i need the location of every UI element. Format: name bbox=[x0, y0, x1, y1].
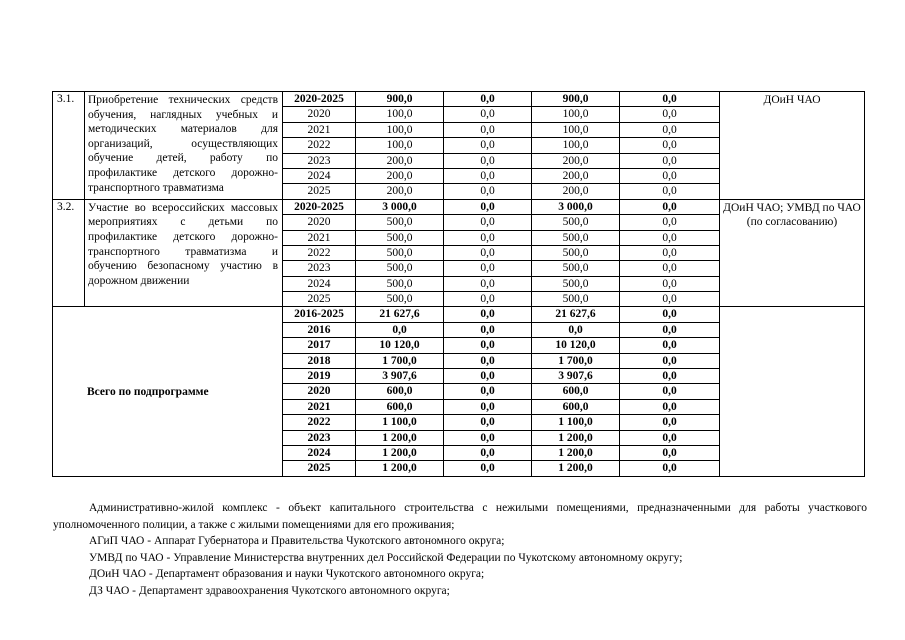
footnote-agip: АГиП ЧАО - Аппарат Губернатора и Правительства Чукотского автономного округа; bbox=[89, 535, 505, 547]
period-cell: 2022 bbox=[283, 415, 356, 430]
federal-amount-cell: 0,0 bbox=[444, 445, 532, 460]
total-label: Всего по подпрограмме bbox=[53, 307, 283, 476]
other-amount-cell: 0,0 bbox=[620, 230, 720, 245]
other-amount-cell: 0,0 bbox=[620, 384, 720, 399]
period-cell: 2020-2025 bbox=[283, 199, 356, 214]
footnote-dz: ДЗ ЧАО - Департамент здравоохранения Чукотского автономного округа; bbox=[89, 584, 450, 597]
total-amount-cell: 500,0 bbox=[356, 230, 444, 245]
regional-amount-cell: 3 907,6 bbox=[532, 369, 620, 384]
other-amount-cell: 0,0 bbox=[620, 461, 720, 476]
period-cell: 2016-2025 bbox=[283, 307, 356, 322]
federal-amount-cell: 0,0 bbox=[444, 322, 532, 337]
executor-cell: ДОиН ЧАО; УМВД по ЧАО (по согласованию) bbox=[720, 199, 865, 307]
total-amount-cell: 500,0 bbox=[356, 245, 444, 260]
period-cell: 2024 bbox=[283, 445, 356, 460]
regional-amount-cell: 200,0 bbox=[532, 168, 620, 183]
item-description: Участие во всероссийских массовых мероприятиях с детьми по профилактике детского дорожно-транспортного травматизма и обучению безопасному участию в дорожном движении bbox=[85, 199, 283, 307]
regional-amount-cell: 500,0 bbox=[532, 230, 620, 245]
other-amount-cell: 0,0 bbox=[620, 261, 720, 276]
regional-amount-cell: 1 200,0 bbox=[532, 430, 620, 445]
regional-amount-cell: 3 000,0 bbox=[532, 199, 620, 214]
total-amount-cell: 100,0 bbox=[356, 122, 444, 137]
regional-amount-cell: 500,0 bbox=[532, 215, 620, 230]
other-amount-cell: 0,0 bbox=[620, 245, 720, 260]
total-amount-cell: 500,0 bbox=[356, 276, 444, 291]
total-amount-cell: 1 200,0 bbox=[356, 461, 444, 476]
period-cell: 2024 bbox=[283, 276, 356, 291]
total-amount-cell: 3 000,0 bbox=[356, 199, 444, 214]
other-amount-cell: 0,0 bbox=[620, 168, 720, 183]
other-amount-cell: 0,0 bbox=[620, 276, 720, 291]
total-amount-cell: 100,0 bbox=[356, 107, 444, 122]
footnote-doin: ДОиН ЧАО - Департамент образования и науки Чукотского автономного округа; bbox=[89, 568, 485, 580]
federal-amount-cell: 0,0 bbox=[444, 122, 532, 137]
federal-amount-cell: 0,0 bbox=[444, 261, 532, 276]
period-cell: 2023 bbox=[283, 261, 356, 276]
federal-amount-cell: 0,0 bbox=[444, 353, 532, 368]
total-amount-cell: 500,0 bbox=[356, 215, 444, 230]
period-cell: 2023 bbox=[283, 430, 356, 445]
period-cell: 2021 bbox=[283, 230, 356, 245]
footnote-lead: Административно-жилой комплекс - объект капитального строительства с нежилыми помещениями, предназначенными для работы участкового уполномоченного полиции, а также с жилыми помещениями для его проживания; bbox=[53, 502, 867, 531]
other-amount-cell: 0,0 bbox=[620, 292, 720, 307]
period-cell: 2025 bbox=[283, 184, 356, 199]
total-amount-cell: 21 627,6 bbox=[356, 307, 444, 322]
federal-amount-cell: 0,0 bbox=[444, 199, 532, 214]
other-amount-cell: 0,0 bbox=[620, 122, 720, 137]
period-cell: 2020 bbox=[283, 215, 356, 230]
federal-amount-cell: 0,0 bbox=[444, 292, 532, 307]
regional-amount-cell: 21 627,6 bbox=[532, 307, 620, 322]
total-amount-cell: 600,0 bbox=[356, 384, 444, 399]
regional-amount-cell: 100,0 bbox=[532, 122, 620, 137]
other-amount-cell: 0,0 bbox=[620, 153, 720, 168]
other-amount-cell: 0,0 bbox=[620, 353, 720, 368]
federal-amount-cell: 0,0 bbox=[444, 399, 532, 414]
period-cell: 2017 bbox=[283, 338, 356, 353]
federal-amount-cell: 0,0 bbox=[444, 138, 532, 153]
federal-amount-cell: 0,0 bbox=[444, 307, 532, 322]
regional-amount-cell: 600,0 bbox=[532, 399, 620, 414]
regional-amount-cell: 100,0 bbox=[532, 138, 620, 153]
other-amount-cell: 0,0 bbox=[620, 138, 720, 153]
federal-amount-cell: 0,0 bbox=[444, 92, 532, 107]
period-cell: 2020-2025 bbox=[283, 92, 356, 107]
regional-amount-cell: 500,0 bbox=[532, 292, 620, 307]
other-amount-cell: 0,0 bbox=[620, 184, 720, 199]
federal-amount-cell: 0,0 bbox=[444, 245, 532, 260]
total-amount-cell: 500,0 bbox=[356, 292, 444, 307]
other-amount-cell: 0,0 bbox=[620, 338, 720, 353]
period-cell: 2022 bbox=[283, 245, 356, 260]
other-amount-cell: 0,0 bbox=[620, 369, 720, 384]
other-amount-cell: 0,0 bbox=[620, 215, 720, 230]
total-amount-cell: 0,0 bbox=[356, 322, 444, 337]
period-cell: 2020 bbox=[283, 107, 356, 122]
regional-amount-cell: 900,0 bbox=[532, 92, 620, 107]
item-number: 3.2. bbox=[53, 199, 85, 307]
other-amount-cell: 0,0 bbox=[620, 322, 720, 337]
regional-amount-cell: 1 200,0 bbox=[532, 461, 620, 476]
period-cell: 2025 bbox=[283, 461, 356, 476]
total-amount-cell: 900,0 bbox=[356, 92, 444, 107]
period-cell: 2025 bbox=[283, 292, 356, 307]
total-amount-cell: 200,0 bbox=[356, 184, 444, 199]
regional-amount-cell: 10 120,0 bbox=[532, 338, 620, 353]
period-cell: 2016 bbox=[283, 322, 356, 337]
period-cell: 2020 bbox=[283, 384, 356, 399]
footnotes bbox=[53, 500, 867, 599]
total-amount-cell: 1 200,0 bbox=[356, 430, 444, 445]
total-amount-cell: 500,0 bbox=[356, 261, 444, 276]
federal-amount-cell: 0,0 bbox=[444, 338, 532, 353]
regional-amount-cell: 1 700,0 bbox=[532, 353, 620, 368]
other-amount-cell: 0,0 bbox=[620, 92, 720, 107]
other-amount-cell: 0,0 bbox=[620, 107, 720, 122]
total-amount-cell: 1 100,0 bbox=[356, 415, 444, 430]
federal-amount-cell: 0,0 bbox=[444, 230, 532, 245]
item-number: 3.1. bbox=[53, 92, 85, 200]
total-amount-cell: 200,0 bbox=[356, 168, 444, 183]
other-amount-cell: 0,0 bbox=[620, 445, 720, 460]
period-cell: 2019 bbox=[283, 369, 356, 384]
table-row bbox=[53, 199, 865, 214]
period-cell: 2021 bbox=[283, 399, 356, 414]
period-cell: 2024 bbox=[283, 168, 356, 183]
period-cell: 2018 bbox=[283, 353, 356, 368]
period-cell: 2023 bbox=[283, 153, 356, 168]
regional-amount-cell: 500,0 bbox=[532, 276, 620, 291]
other-amount-cell: 0,0 bbox=[620, 399, 720, 414]
period-cell: 2022 bbox=[283, 138, 356, 153]
executor-cell: ДОиН ЧАО bbox=[720, 92, 865, 200]
regional-amount-cell: 200,0 bbox=[532, 184, 620, 199]
federal-amount-cell: 0,0 bbox=[444, 415, 532, 430]
regional-amount-cell: 1 100,0 bbox=[532, 415, 620, 430]
subprogram-table bbox=[52, 91, 865, 477]
other-amount-cell: 0,0 bbox=[620, 199, 720, 214]
other-amount-cell: 0,0 bbox=[620, 307, 720, 322]
federal-amount-cell: 0,0 bbox=[444, 384, 532, 399]
regional-amount-cell: 1 200,0 bbox=[532, 445, 620, 460]
regional-amount-cell: 0,0 bbox=[532, 322, 620, 337]
period-cell: 2021 bbox=[283, 122, 356, 137]
federal-amount-cell: 0,0 bbox=[444, 168, 532, 183]
regional-amount-cell: 500,0 bbox=[532, 261, 620, 276]
regional-amount-cell: 100,0 bbox=[532, 107, 620, 122]
regional-amount-cell: 500,0 bbox=[532, 245, 620, 260]
total-executor-cell bbox=[720, 307, 865, 476]
total-amount-cell: 200,0 bbox=[356, 153, 444, 168]
table-row bbox=[53, 92, 865, 107]
federal-amount-cell: 0,0 bbox=[444, 153, 532, 168]
federal-amount-cell: 0,0 bbox=[444, 461, 532, 476]
total-amount-cell: 3 907,6 bbox=[356, 369, 444, 384]
regional-amount-cell: 600,0 bbox=[532, 384, 620, 399]
federal-amount-cell: 0,0 bbox=[444, 430, 532, 445]
federal-amount-cell: 0,0 bbox=[444, 276, 532, 291]
total-amount-cell: 100,0 bbox=[356, 138, 444, 153]
federal-amount-cell: 0,0 bbox=[444, 369, 532, 384]
total-amount-cell: 10 120,0 bbox=[356, 338, 444, 353]
federal-amount-cell: 0,0 bbox=[444, 107, 532, 122]
total-amount-cell: 600,0 bbox=[356, 399, 444, 414]
total-amount-cell: 1 200,0 bbox=[356, 445, 444, 460]
federal-amount-cell: 0,0 bbox=[444, 215, 532, 230]
regional-amount-cell: 200,0 bbox=[532, 153, 620, 168]
federal-amount-cell: 0,0 bbox=[444, 184, 532, 199]
other-amount-cell: 0,0 bbox=[620, 415, 720, 430]
item-description: Приобретение технических средств обучения, наглядных учебных и методических материалов для организаций, осуществляющих обучение детей, работу по профилактике детского дорожно-транспортного травматизма bbox=[85, 92, 283, 200]
other-amount-cell: 0,0 bbox=[620, 430, 720, 445]
total-row bbox=[53, 307, 865, 322]
footnote-umvd: УМВД по ЧАО - Управление Министерства внутренних дел Российской Федерации по Чукотскому автономному округу; bbox=[89, 551, 683, 564]
total-amount-cell: 1 700,0 bbox=[356, 353, 444, 368]
